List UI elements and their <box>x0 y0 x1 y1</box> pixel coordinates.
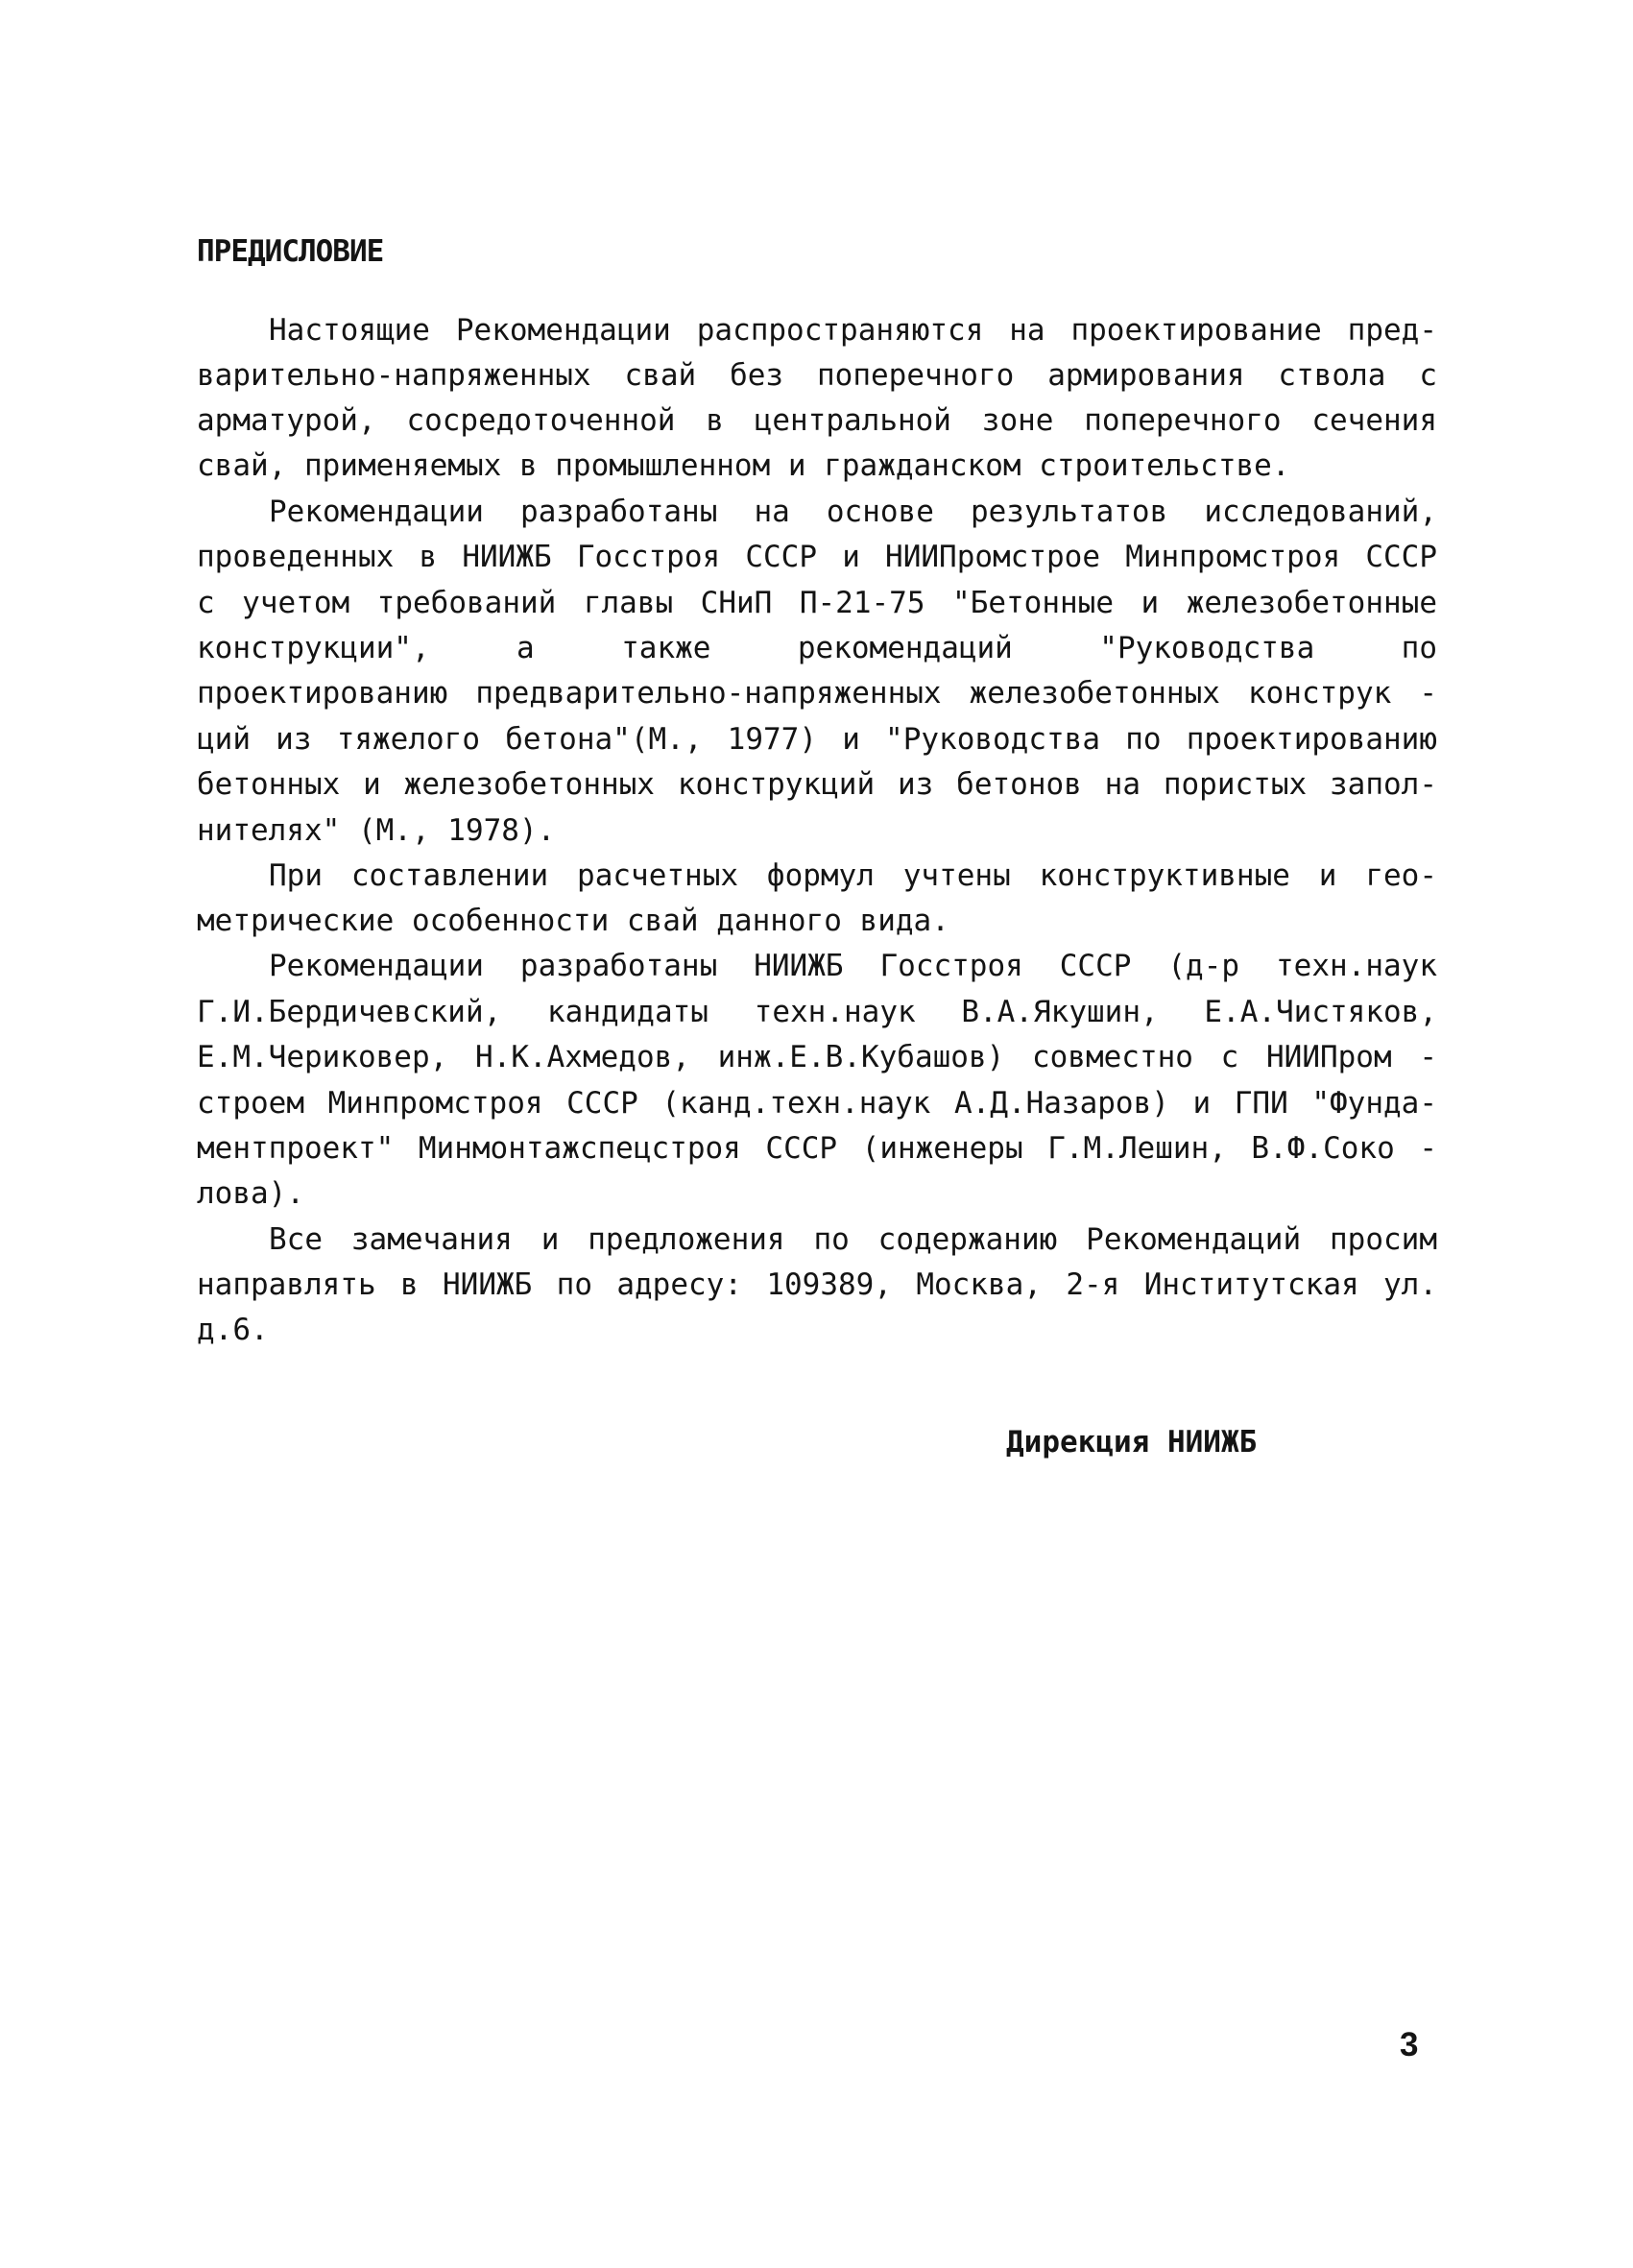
text-line: ций из тяжелого бетона"(М., 1977) и "Руководства по проектированию <box>197 722 1437 757</box>
text-line: Рекомендации разработаны НИИЖБ Госстроя СССР (д-р техн.наук <box>269 949 1437 983</box>
text-line: конструкции", а также рекомендаций "Руководства по <box>197 631 1437 665</box>
text-line: бетонных и железобетонных конструкций из бетонов на пористых запол- <box>197 767 1437 802</box>
signature: Дирекция НИИЖБ <box>1006 1425 1258 1460</box>
text-line: метрические особенности свай данного вида. <box>197 904 949 938</box>
text-line: арматурой, сосредоточенной в центральной зоне поперечного сечения <box>197 403 1437 438</box>
text-line: Все замечания и предложения по содержанию Рекомендаций просим <box>269 1222 1437 1257</box>
text-line: проектированию предварительно-напряженных железобетонных конструк - <box>197 676 1437 711</box>
text-line: варительно-напряженных свай без поперечного армирования ствола с <box>197 358 1437 393</box>
text-line: проведенных в НИИЖБ Госстроя СССР и НИИПромстрое Минпромстроя СССР <box>197 540 1437 574</box>
text-line: нителях" (М., 1978). <box>197 813 556 848</box>
text-line: лова). <box>197 1176 304 1211</box>
text-line: свай, применяемых в промышленном и гражданском строительстве. <box>197 448 1290 483</box>
page-title: ПРЕДИСЛОВИЕ <box>197 234 384 269</box>
text-line: с учетом требований главы СНиП П-21-75 "Бетонные и железобетонные <box>197 586 1437 620</box>
text-line: д.6. <box>197 1313 269 1347</box>
text-line: направлять в НИИЖБ по адресу: 109389, Москва, 2-я Институтская ул. <box>197 1267 1437 1302</box>
text-line: строем Минпромстроя СССР (канд.техн.наук А.Д.Назаров) и ГПИ "Фунда- <box>197 1086 1437 1121</box>
text-line: Рекомендации разработаны на основе результатов исследований, <box>269 495 1437 529</box>
text-line: ментпроект" Минмонтажспецстроя СССР (инженеры Г.М.Лешин, В.Ф.Соко - <box>197 1131 1437 1166</box>
text-line: Е.М.Чериковер, Н.К.Ахмедов, инж.Е.В.Кубашов) совместно с НИИПром - <box>197 1040 1437 1074</box>
text-line: Настоящие Рекомендации распространяются на проектирование пред- <box>269 313 1437 348</box>
text-line: При составлении расчетных формул учтены конструктивные и гео- <box>269 858 1437 893</box>
text-line: Г.И.Бердичевский, кандидаты техн.наук В.А.Якушин, Е.А.Чистяков, <box>197 995 1437 1029</box>
page-number: 3 <box>1400 2026 1419 2063</box>
